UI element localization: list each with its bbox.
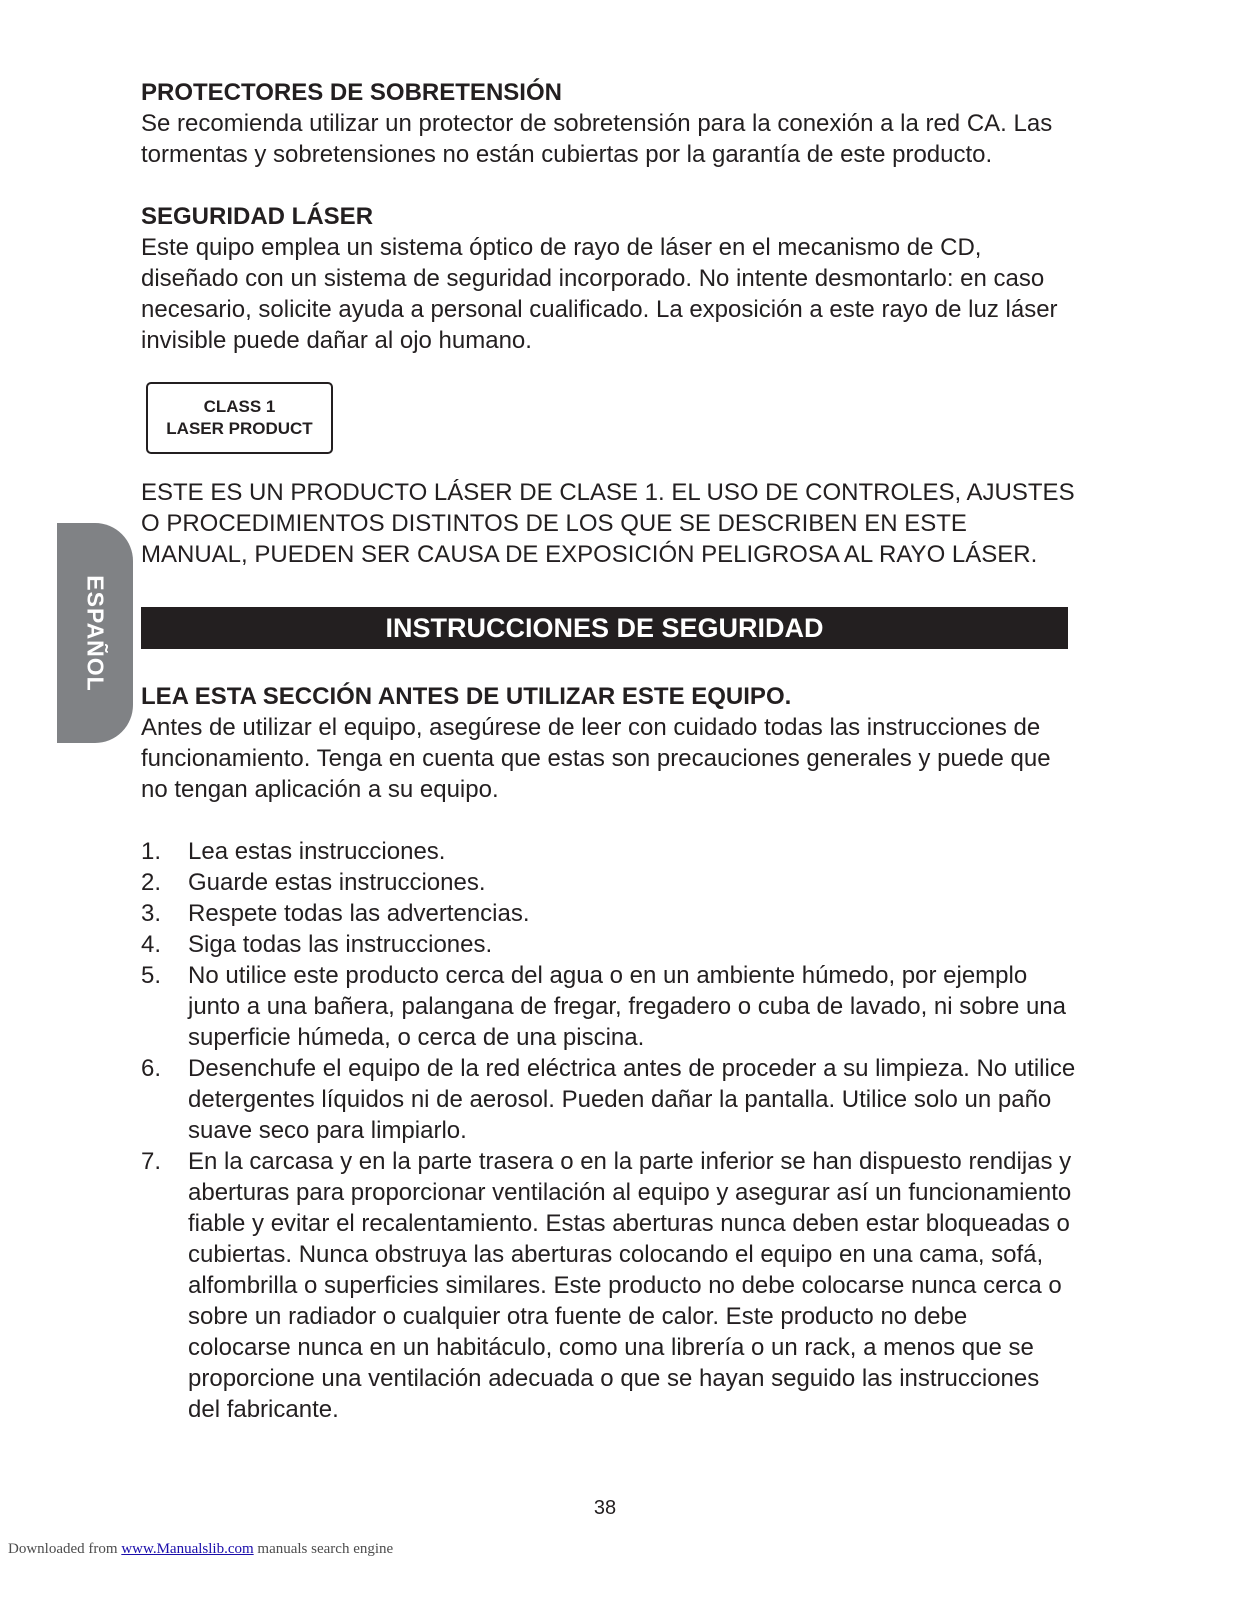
laser-heading: SEGURIDAD LÁSER	[141, 203, 374, 230]
item-number: 4.	[141, 931, 162, 958]
download-footer	[8, 1541, 393, 1558]
item-number: 7.	[141, 1148, 162, 1175]
laser-label-line2: LASER PRODUCT	[166, 419, 313, 438]
safety-heading: LEA ESTA SECCIÓN ANTES DE UTILIZAR ESTE EQUIPO.	[141, 683, 792, 710]
section-title-bar: INSTRUCCIONES DE SEGURIDAD	[141, 607, 1068, 649]
item-text: Desenchufe el equipo de la red eléctrica antes de proceder a su limpieza. No utilice detergentes líquidos ni de aerosol. Pueden dañar la pantalla. Utilice solo un paño suave seco para limpiarlo.	[188, 1055, 1076, 1144]
language-tab-label: ESPAÑOL	[82, 574, 109, 692]
class1-laser-label	[146, 382, 333, 454]
item-text: Respete todas las advertencias.	[188, 900, 530, 927]
language-side-tab	[57, 523, 133, 743]
item-number: 3.	[141, 900, 162, 927]
list-item	[141, 898, 1076, 929]
laser-body: Este quipo emplea un sistema óptico de rayo de láser en el mecanismo de CD, diseñado con un sistema de seguridad incorporado. No intente desmontarlo: en caso necesario, solicite ayuda a personal cualificado. La exposición a este rayo de luz láser invisible puede dañar al ojo humano.	[141, 234, 1058, 354]
list-item	[141, 929, 1076, 960]
list-item	[141, 1053, 1076, 1146]
footer-prefix: Downloaded from	[8, 1541, 122, 1557]
list-item	[141, 836, 1076, 867]
item-number: 2.	[141, 869, 162, 896]
list-item	[141, 867, 1076, 898]
item-text: No utilice este producto cerca del agua o en un ambiente húmedo, por ejemplo junto a una bañera, palangana de fregar, fregadero o cuba de lavado, ni sobre una superficie húmeda, o cerca de una piscina.	[188, 962, 1067, 1051]
item-text: Siga todas las instrucciones.	[188, 931, 493, 958]
footer-suffix: manuals search engine	[253, 1541, 394, 1557]
item-number: 6.	[141, 1055, 162, 1082]
page-number: 38	[593, 1497, 617, 1519]
list-item	[141, 960, 1076, 1053]
page-content	[141, 77, 1076, 1425]
safety-instructions-list	[141, 836, 1076, 1425]
manualslib-link[interactable]: www.Manualslib.com	[121, 1541, 254, 1557]
surge-heading: PROTECTORES DE SOBRETENSIÓN	[141, 79, 562, 106]
safety-intro: Antes de utilizar el equipo, asegúrese de leer con cuidado todas las instrucciones de funcionamiento. Tenga en cuenta que estas son precauciones generales y puede que no tengan aplicación a su equipo.	[141, 714, 1051, 803]
item-number: 1.	[141, 838, 162, 865]
item-text: En la carcasa y en la parte trasera o en la parte inferior se han dispuesto rendijas y aberturas para proporcionar ventilación al equipo y asegurar así un funcionamiento fiable y evitar el recalentamiento. Estas aberturas nunca deben estar bloqueadas o cubiertas. Nunca obstruya las aberturas colocando el equipo en una cama, sofá, alfombrilla o superficies similares. Este producto no debe colocarse nunca cerca o sobre un radiador o cualquier otra fuente de calor. Este producto no debe colocarse nunca en un habitáculo, como una librería o un rack, a menos que se proporcione una ventilación adecuada o que se hayan seguido las instrucciones del fabricante.	[188, 1148, 1072, 1423]
laser-warning: ESTE ES UN PRODUCTO LÁSER DE CLASE 1. EL USO DE CONTROLES, AJUSTES O PROCEDIMIENTOS DISTINTOS DE LOS QUE SE DESCRIBEN EN ESTE MANUAL, PUEDEN SER CAUSA DE EXPOSICIÓN PELIGROSA AL RAYO LÁSER.	[141, 479, 1075, 568]
laser-label-line1: CLASS 1	[203, 397, 276, 416]
list-item	[141, 1146, 1076, 1425]
item-number: 5.	[141, 962, 162, 989]
item-text: Guarde estas instrucciones.	[188, 869, 486, 896]
surge-body: Se recomienda utilizar un protector de sobretensión para la conexión a la red CA. Las tormentas y sobretensiones no están cubiertas por la garantía de este producto.	[141, 110, 1053, 168]
item-text: Lea estas instrucciones.	[188, 838, 446, 865]
